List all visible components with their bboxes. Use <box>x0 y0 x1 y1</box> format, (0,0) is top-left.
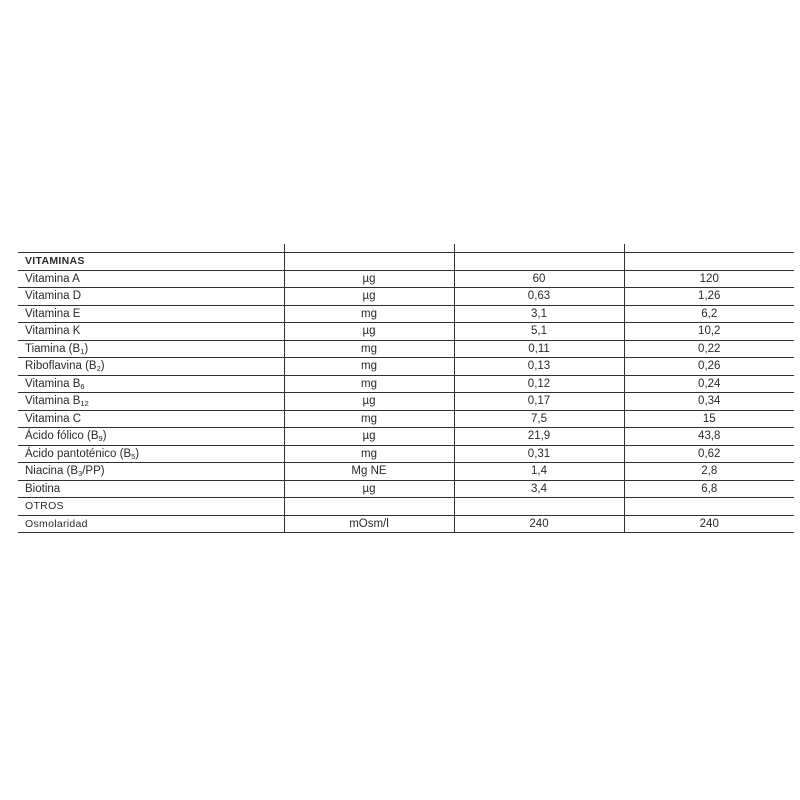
table-row <box>18 305 794 323</box>
value-cell-1: 3,1 <box>454 305 624 323</box>
table-row <box>18 270 794 288</box>
nutrient-subscript: 2 <box>96 364 101 373</box>
nutrient-label: Riboflavina (B <box>25 360 97 372</box>
section-header-vitaminas <box>18 253 794 271</box>
nutrient-subscript: 1 <box>80 346 85 356</box>
value-cell-1: 0,63 <box>454 288 624 306</box>
nutrient-subscript: 3 <box>78 469 83 478</box>
value-cell-1: 0,12 <box>454 375 624 393</box>
value-cell-2: 15 <box>624 410 794 428</box>
nutrient-name <box>18 358 284 376</box>
nutrient-name: Osmolaridad <box>18 515 284 533</box>
nutrient-label: Vitamina B <box>25 395 81 407</box>
unit-cell: µg <box>284 480 454 498</box>
value-cell-2: 2,8 <box>624 463 794 481</box>
nutrient-name <box>18 340 284 358</box>
unit-cell: mg <box>284 358 454 376</box>
value-cell-2: 43,8 <box>624 428 794 446</box>
nutrient-name <box>18 428 284 446</box>
value-cell-1: 240 <box>454 515 624 533</box>
value-cell-2: 0,26 <box>624 358 794 376</box>
value-cell-2: 120 <box>624 270 794 288</box>
value-cell-1: 60 <box>454 270 624 288</box>
value-cell-1: 5,1 <box>454 323 624 341</box>
value-cell-2: 0,22 <box>624 340 794 358</box>
nutrient-name <box>18 375 284 393</box>
nutrient-name: Vitamina K <box>18 323 284 341</box>
nutrient-name: Vitamina D <box>18 288 284 306</box>
table-row <box>18 393 794 411</box>
nutrient-name: Vitamina C <box>18 410 284 428</box>
nutrient-label-suffix: ) <box>84 342 89 355</box>
value-cell-2: 240 <box>624 515 794 533</box>
table-row <box>18 428 794 446</box>
nutrition-table-document <box>18 244 794 533</box>
value-cell-1: 1,4 <box>454 463 624 481</box>
table-row <box>18 375 794 393</box>
unit-cell: mOsm/l <box>284 515 454 533</box>
nutrient-label: Vitamina B <box>25 377 81 390</box>
nutrient-name: Vitamina E <box>18 305 284 323</box>
nutrient-label-suffix: ) <box>100 360 105 372</box>
table-row <box>18 358 794 376</box>
value-cell-2: 0,24 <box>624 375 794 393</box>
table-row <box>18 445 794 463</box>
value-cell-2: 0,62 <box>624 445 794 463</box>
table-row <box>18 410 794 428</box>
value-cell-1: 21,9 <box>454 428 624 446</box>
unit-cell: mg <box>284 340 454 358</box>
nutrient-name <box>18 463 284 481</box>
unit-cell: Mg NE <box>284 463 454 481</box>
value-cell-1: 0,17 <box>454 393 624 411</box>
vitamins-table <box>18 244 794 533</box>
value-cell-1: 7,5 <box>454 410 624 428</box>
unit-cell: mg <box>284 375 454 393</box>
nutrient-label: Tiamina (B <box>25 342 81 355</box>
value-cell-1: 0,13 <box>454 358 624 376</box>
nutrient-name: Vitamina A <box>18 270 284 288</box>
unit-cell: mg <box>284 445 454 463</box>
empty-cell <box>454 498 624 516</box>
unit-cell: mg <box>284 305 454 323</box>
nutrient-name <box>18 393 284 411</box>
nutrient-name: Biotina <box>18 480 284 498</box>
section-title: VITAMINAS <box>18 253 284 271</box>
nutrient-subscript: 5 <box>131 451 136 461</box>
nutrient-label-suffix: ) <box>102 430 107 442</box>
nutrient-subscript: 12 <box>80 399 89 408</box>
nutrient-label: Niacina (B <box>25 465 79 477</box>
unit-cell: µg <box>284 393 454 411</box>
nutrient-subscript: 6 <box>80 381 85 391</box>
unit-cell: µg <box>284 323 454 341</box>
table-top-spacer-row <box>18 244 794 253</box>
value-cell-2: 1,26 <box>624 288 794 306</box>
table-row <box>18 288 794 306</box>
table-row-osmolaridad <box>18 515 794 533</box>
value-cell-2: 6,2 <box>624 305 794 323</box>
empty-cell <box>624 498 794 516</box>
value-cell-2: 10,2 <box>624 323 794 341</box>
nutrient-subscript: 9 <box>98 434 103 443</box>
empty-cell <box>284 498 454 516</box>
table-row <box>18 480 794 498</box>
nutrient-label-suffix: /PP) <box>82 465 105 477</box>
section-title: OTROS <box>18 498 284 516</box>
nutrient-label: Ácido pantoténico (B <box>25 447 132 460</box>
value-cell-2: 0,34 <box>624 393 794 411</box>
nutrient-label: Ácido fólico (B <box>25 430 99 442</box>
value-cell-1: 0,31 <box>454 445 624 463</box>
value-cell-2: 6,8 <box>624 480 794 498</box>
nutrient-label-suffix: ) <box>135 447 140 460</box>
value-cell-1: 0,11 <box>454 340 624 358</box>
table-row <box>18 463 794 481</box>
nutrient-name <box>18 445 284 463</box>
unit-cell: µg <box>284 288 454 306</box>
unit-cell: mg <box>284 410 454 428</box>
section-header-otros <box>18 498 794 516</box>
table-row <box>18 340 794 358</box>
value-cell-1: 3,4 <box>454 480 624 498</box>
table-row <box>18 323 794 341</box>
unit-cell: µg <box>284 428 454 446</box>
unit-cell: µg <box>284 270 454 288</box>
